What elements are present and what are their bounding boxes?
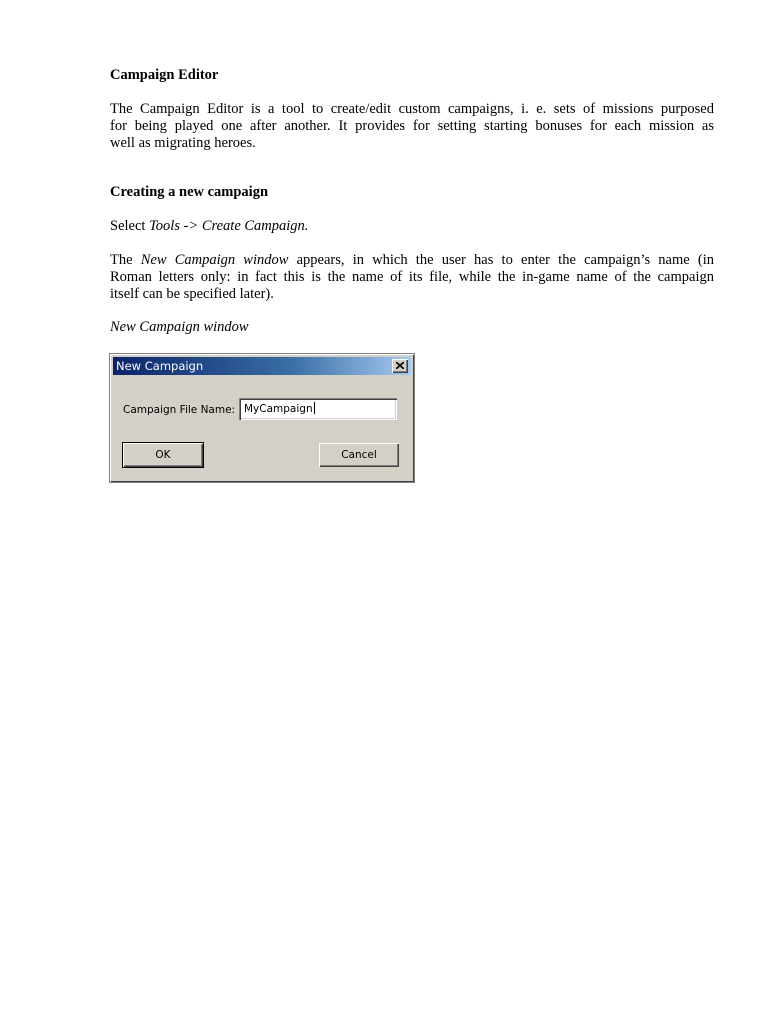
menu-path: Tools -> Create Campaign. <box>149 218 309 234</box>
intro-line-3: well as migrating heroes. <box>110 135 256 151</box>
window-line-1-suffix: appears, in which the user has to enter the campaign’s name (in <box>288 252 714 268</box>
select-step-prefix: Select <box>110 218 150 234</box>
campaign-file-name-label: Campaign File Name: <box>123 404 236 416</box>
window-line-2: Roman letters only: in fact this is the name of its file, while the in-game name of the campaign <box>110 269 714 285</box>
new-campaign-dialog <box>109 353 415 483</box>
ok-button[interactable]: OK <box>123 443 203 467</box>
window-line-1 <box>110 252 714 269</box>
dialog-title: New Campaign <box>116 359 204 373</box>
close-icon <box>396 362 404 369</box>
campaign-file-name-input[interactable] <box>239 398 397 420</box>
figure-caption-text: New Campaign window <box>110 319 249 335</box>
intro-paragraph <box>110 101 714 152</box>
intro-line-2: for being played one after another. It provides for setting starting bonuses for each mission as <box>110 118 714 134</box>
figure-caption <box>110 319 249 336</box>
window-name-italic: New Campaign window <box>140 252 289 268</box>
campaign-file-name-value <box>244 402 315 416</box>
text-caret <box>314 402 315 414</box>
dialog-titlebar <box>113 357 411 375</box>
window-line-1-prefix: The <box>110 252 141 268</box>
intro-line-1: The Campaign Editor is a tool to create/edit custom campaigns, i. e. sets of missions purposed <box>110 101 714 117</box>
dialog-close-button[interactable] <box>392 359 408 373</box>
cancel-button[interactable]: Cancel <box>319 443 399 467</box>
window-paragraph <box>110 252 714 303</box>
subsection-heading: Creating a new campaign <box>110 184 269 200</box>
section-heading: Campaign Editor <box>110 67 219 83</box>
campaign-file-name-text: MyCampaign <box>244 403 313 415</box>
window-line-3: itself can be specified later). <box>110 286 274 302</box>
select-step <box>110 218 308 235</box>
